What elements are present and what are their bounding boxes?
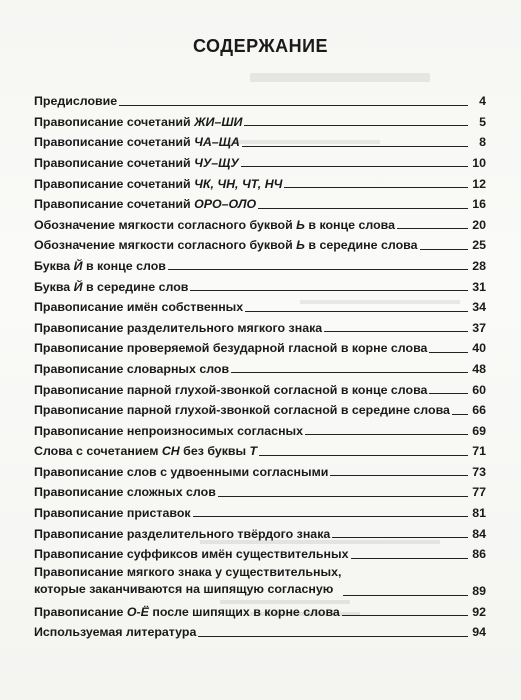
toc-entry-unstressed-vowel[interactable] xyxy=(34,334,486,355)
leader-line xyxy=(244,125,468,126)
toc-entry-label: Обозначение мягкости согласного буквой Ь в середине слова xyxy=(34,238,418,253)
toc-entry-label: Правописание сочетаний ЖИ–ШИ xyxy=(34,114,243,129)
toc-entry-label: Буква Й в конце слов xyxy=(34,258,166,273)
toc-entry-zhi-shi[interactable] xyxy=(34,108,486,129)
toc-entry-label: Обозначение мягкости согласного буквой Ь в конце слова xyxy=(34,217,395,232)
leader-line xyxy=(193,516,468,517)
toc-entry-label: Используемая литература xyxy=(34,625,197,640)
toc-entry-separating-soft-sign[interactable] xyxy=(34,314,486,335)
toc-page-number: 4 xyxy=(479,94,486,109)
toc-entry-label: Правописание парной глухой-звонкой согласной в конце слова xyxy=(34,382,428,397)
toc-entry-label: Правописание сочетаний ЧА–ЩА xyxy=(34,135,240,150)
leader-line xyxy=(242,146,468,147)
toc-entry-label: Правописание разделительного мягкого знака xyxy=(34,320,323,335)
toc-page-number: 71 xyxy=(472,444,486,459)
toc-page-number: 84 xyxy=(472,526,486,541)
toc-page-number: 16 xyxy=(472,197,486,212)
toc-page-number: 10 xyxy=(472,155,486,170)
toc-page-number: 48 xyxy=(472,361,486,376)
leader-line xyxy=(429,393,468,394)
toc-entry-hard-sign[interactable] xyxy=(34,519,486,540)
leader-line xyxy=(330,475,468,476)
toc-entry-label: Правописание непроизносимых согласных xyxy=(34,423,304,438)
leader-line xyxy=(198,636,468,637)
toc-entry-o-yo[interactable] xyxy=(34,598,486,619)
toc-entry-label: Правописание сочетаний ЧУ–ЩУ xyxy=(34,155,239,170)
toc-page-number: 92 xyxy=(472,604,486,619)
toc-entry-sn-without-t[interactable] xyxy=(34,437,486,458)
leader-line xyxy=(397,228,468,229)
toc-entry-compound-words[interactable] xyxy=(34,478,486,499)
toc-entry-preface[interactable] xyxy=(34,87,486,108)
toc-entry-label: Правописание словарных слов xyxy=(34,361,230,376)
toc-page-number: 28 xyxy=(472,258,486,273)
toc-entry-paired-consonant-end[interactable] xyxy=(34,375,486,396)
leader-line xyxy=(342,615,468,616)
leader-line xyxy=(218,496,468,497)
leader-line xyxy=(305,434,468,435)
toc-entry-noun-suffixes[interactable] xyxy=(34,540,486,561)
toc-entry-label: Предисловие xyxy=(34,94,118,109)
toc-entry-label: Правописание О-Ё после шипящих в корне слова xyxy=(34,604,340,619)
toc-page-number: 25 xyxy=(472,238,486,253)
toc-entry-label: Правописание сочетаний ЧК, ЧН, ЧТ, НЧ xyxy=(34,176,283,191)
page-title: СОДЕРЖАНИЕ xyxy=(192,36,329,56)
toc-entry-soft-sign-end[interactable] xyxy=(34,211,486,232)
toc-page-number: 81 xyxy=(472,506,486,521)
toc-page-number: 8 xyxy=(479,135,486,150)
toc-page-number: 86 xyxy=(472,547,486,562)
toc-page-number: 89 xyxy=(472,584,486,599)
leader-line xyxy=(284,187,468,188)
toc-page-number: 37 xyxy=(472,320,486,335)
toc-entry-silent-consonants[interactable] xyxy=(34,417,486,438)
toc-page-number: 34 xyxy=(472,300,486,315)
toc-entry-cha-shcha[interactable] xyxy=(34,128,486,149)
toc-entry-y-end[interactable] xyxy=(34,252,486,273)
leader-line xyxy=(429,352,468,353)
leader-line xyxy=(168,269,468,270)
toc-page-number: 5 xyxy=(479,114,486,129)
toc-entry-paired-consonant-middle[interactable] xyxy=(34,396,486,417)
toc-page-number: 69 xyxy=(472,423,486,438)
leader-line xyxy=(343,595,468,596)
toc-entry-oro-olo[interactable] xyxy=(34,190,486,211)
leader-line xyxy=(245,311,468,312)
toc-entry-label: Правописание разделительного твёрдого знака xyxy=(34,526,331,541)
toc-entry-soft-sign-nouns[interactable] xyxy=(34,561,486,598)
toc-entry-dictionary-words[interactable] xyxy=(34,355,486,376)
leader-line xyxy=(452,414,468,415)
toc-entry-prefixes[interactable] xyxy=(34,499,486,520)
toc-entry-label: Правописание приставок xyxy=(34,506,191,521)
toc-page-number: 20 xyxy=(472,217,486,232)
toc-entry-label: Правописание мягкого знака у существительных, которые заканчиваются на шипящую согласную xyxy=(34,565,342,596)
toc-entry-references[interactable] xyxy=(34,618,486,639)
toc-entry-label: Правописание имён собственных xyxy=(34,300,244,315)
toc-page-number: 94 xyxy=(472,625,486,640)
leader-line xyxy=(258,208,468,209)
toc-page-number: 12 xyxy=(472,176,486,191)
leader-line xyxy=(119,105,468,106)
toc-entry-double-consonants[interactable] xyxy=(34,458,486,479)
leader-line xyxy=(420,249,469,250)
toc-entry-label: Правописание сложных слов xyxy=(34,485,216,500)
toc-entry-y-middle[interactable] xyxy=(34,272,486,293)
toc-entry-label: Правописание суффиксов имён существительных xyxy=(34,547,349,562)
toc-entry-chu-shchu[interactable] xyxy=(34,149,486,170)
toc-entry-label: Правописание сочетаний ОРО–ОЛО xyxy=(34,197,257,212)
toc-entry-proper-names[interactable] xyxy=(34,293,486,314)
toc-page-number: 66 xyxy=(472,403,486,418)
toc-page-number: 77 xyxy=(472,485,486,500)
toc-entry-soft-sign-middle[interactable] xyxy=(34,231,486,252)
toc-page-number: 31 xyxy=(472,279,486,294)
toc-entry-label: Правописание парной глухой-звонкой согласной в середине слова xyxy=(34,403,450,418)
leader-line xyxy=(190,290,468,291)
leader-line xyxy=(324,331,468,332)
toc-page-number: 40 xyxy=(472,341,486,356)
toc-entry-label: Буква Й в середине слов xyxy=(34,279,189,294)
table-of-contents xyxy=(34,87,486,639)
leader-line xyxy=(351,558,469,559)
leader-line xyxy=(259,455,468,456)
leader-line xyxy=(332,537,468,538)
toc-entry-label: Правописание проверяемой безударной гласной в корне слова xyxy=(34,341,428,356)
leader-line xyxy=(241,166,468,167)
toc-page-number: 60 xyxy=(472,382,486,397)
toc-entry-label: Правописание слов с удвоенными согласными xyxy=(34,464,329,479)
toc-page-number: 73 xyxy=(472,464,486,479)
toc-entry-chk-chn[interactable] xyxy=(34,169,486,190)
leader-line xyxy=(231,372,468,373)
toc-entry-label: Слова с сочетанием СН без буквы Т xyxy=(34,444,258,459)
